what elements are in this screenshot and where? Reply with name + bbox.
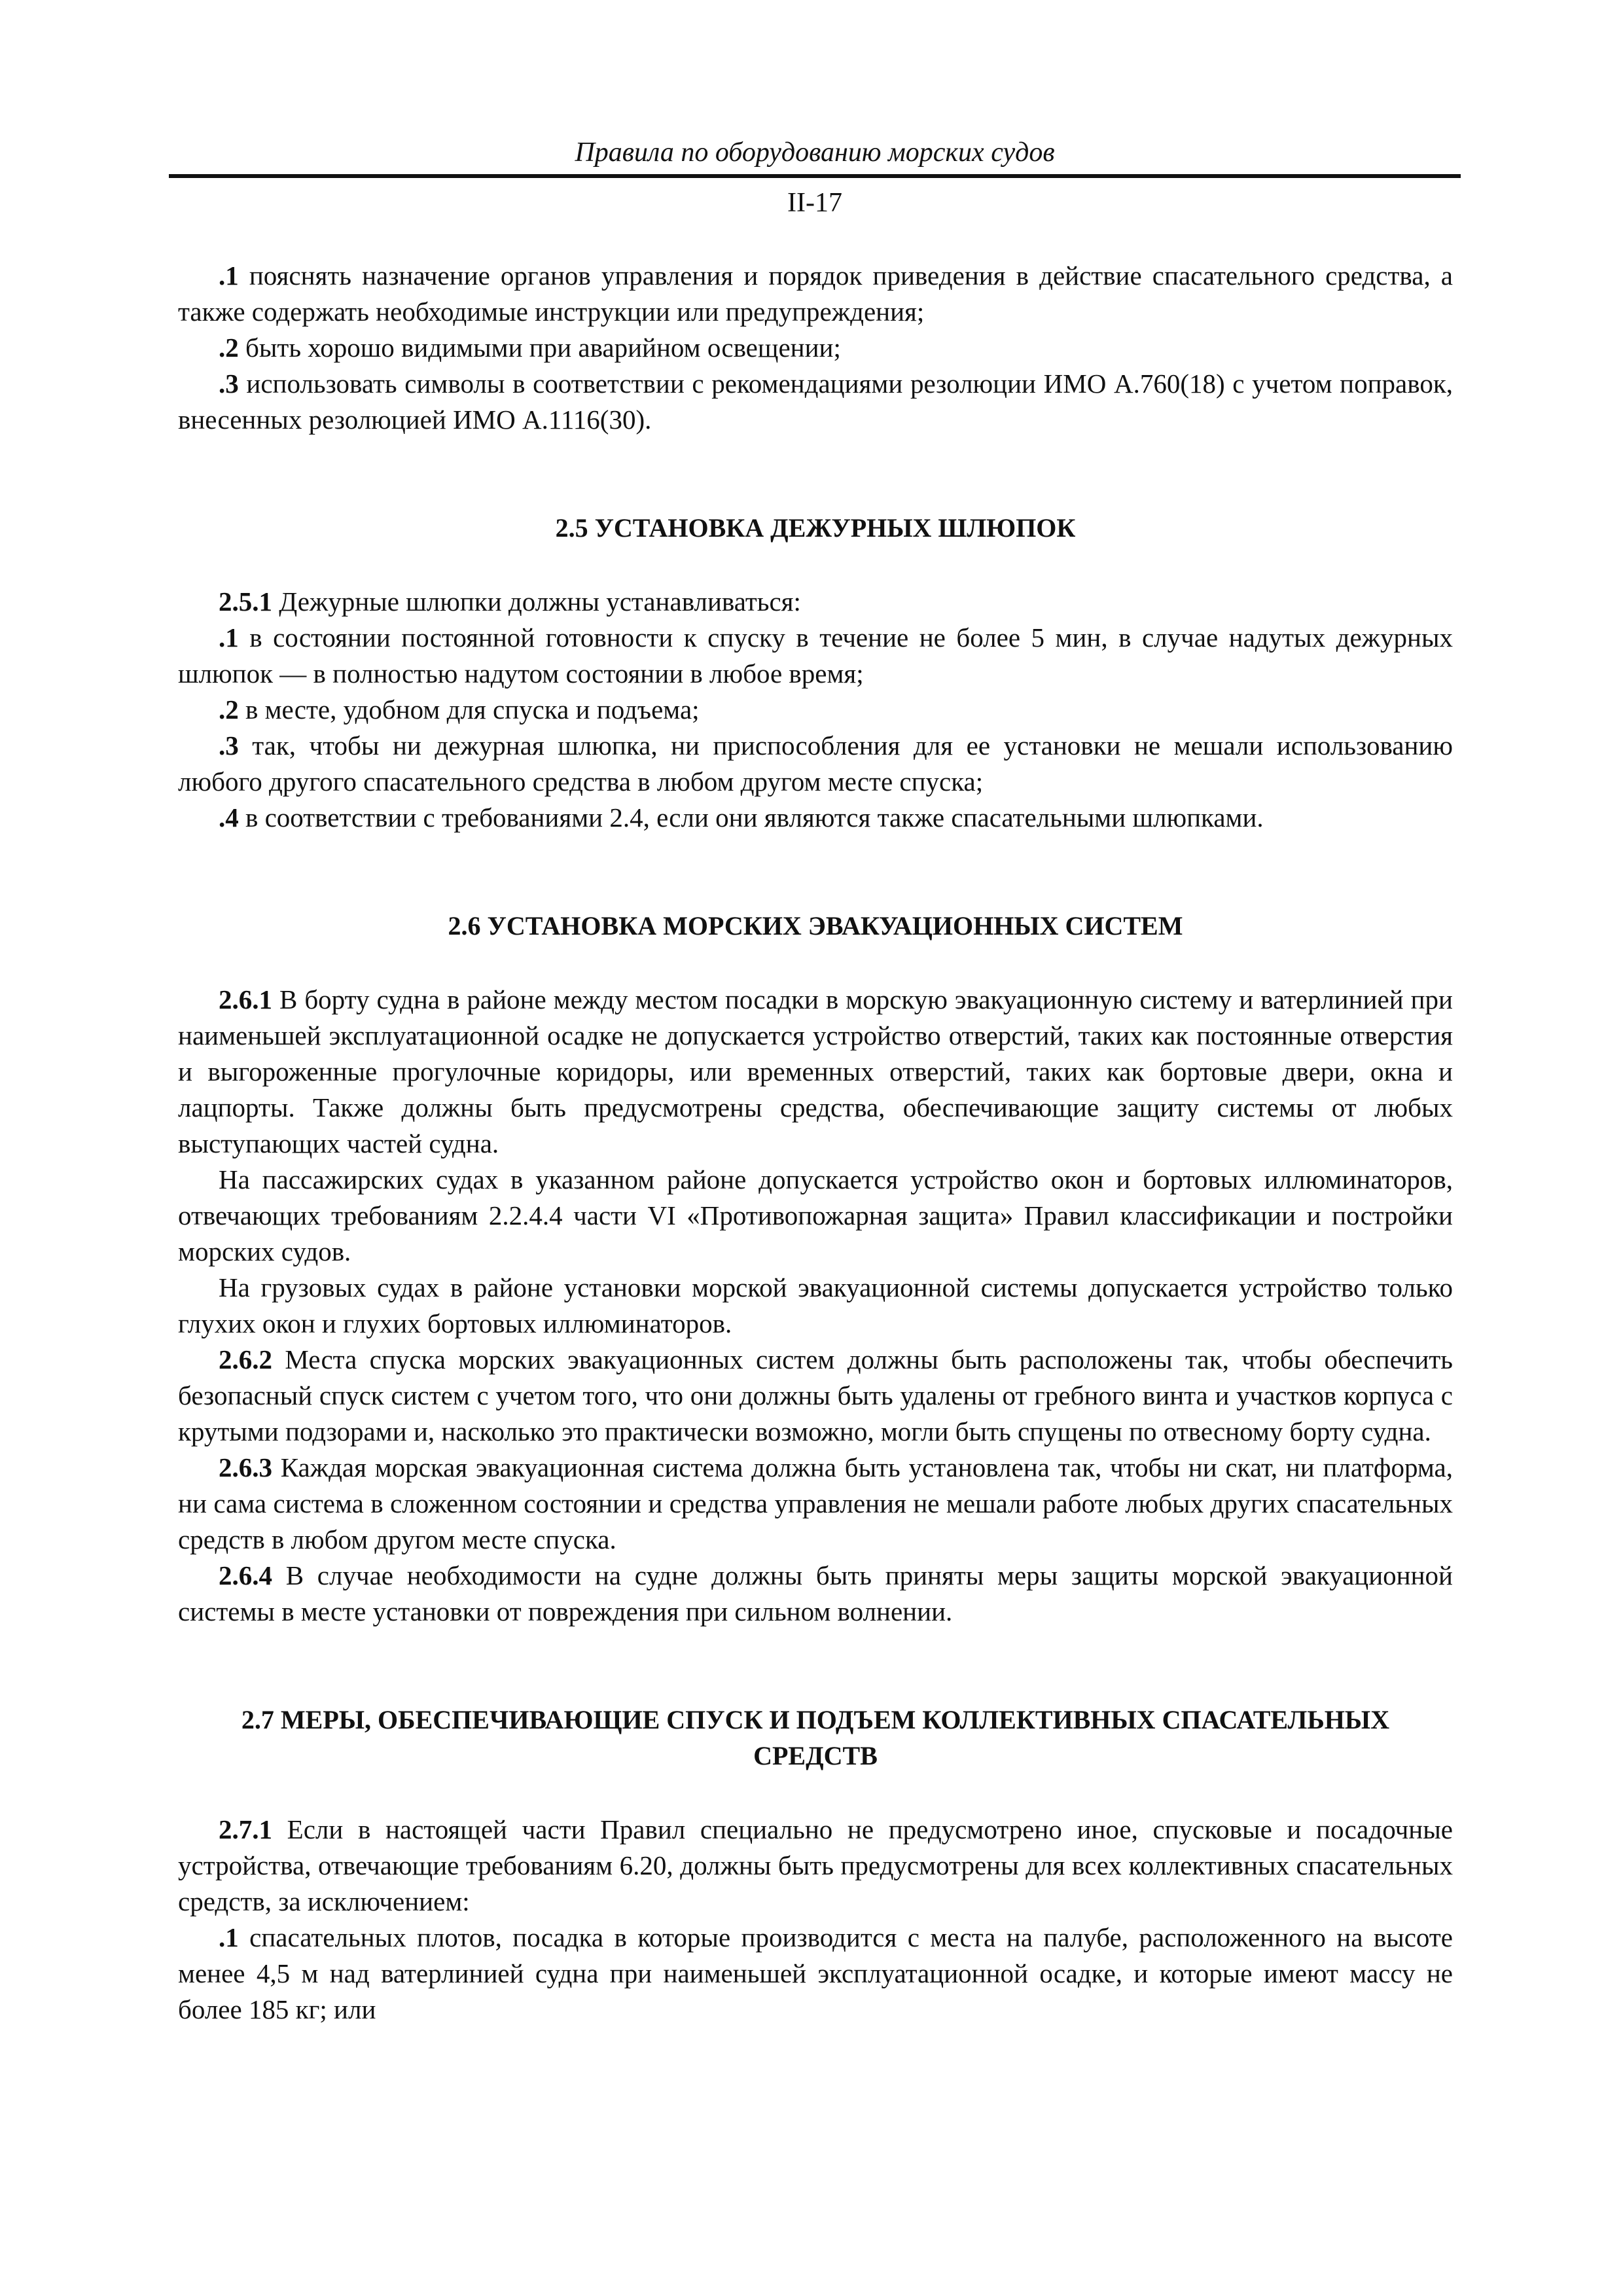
section-heading-2-7: 2.7 МЕРЫ, ОБЕСПЕЧИВАЮЩИЕ СПУСК И ПОДЪЕМ КОЛЛЕКТИВНЫХ СПАСАТЕЛЬНЫХ СРЕДСТВ <box>241 1705 1390 1770</box>
page-number: II-17 <box>787 188 842 218</box>
paragraph-2-7-1: 2.7.1 Если в настоящей части Правил специально не предусмотрено иное, спусковые и посадочные устройства, отвечающие требованиям 6.20, должны быть предусмотрены для всех коллективных спасательных средств, за исключением: <box>178 1814 1453 1916</box>
header-rule <box>169 174 1461 178</box>
section-2-7 <box>178 1812 1453 2028</box>
paragraph-2-6-1: 2.6.1 В борту судна в районе между местом посадки в морскую эвакуационную систему и ватерлинией при наименьшей эксплуатационной осадке не допускается устройство отверстий, таких как постоянные отверстия и выгороженные прогулочные коридоры, или временных отверстий, таких как бортовые двери, окна и лацпорты. Также должны быть предусмотрены средства, обеспечивающие защиту системы от любых выступающих частей судна. <box>178 984 1453 1158</box>
intro-item-3: .3 использовать символы в соответствии с рекомендациями резолюции ИМО А.760(18) с учетом поправок, внесенных резолюцией ИМО А.1116(30). <box>178 368 1453 435</box>
paragraph-2-5-1-item-1: .1 в состоянии постоянной готовности к спуску в течение не более 5 мин, в случае надутых дежурных шлюпок — в полностью надутом состоянии в любое время; <box>178 622 1453 689</box>
intro-item-2: .2 быть хорошо видимыми при аварийном освещении; <box>219 332 841 363</box>
paragraph-2-5-1: 2.5.1 Дежурные шлюпки должны устанавливаться: <box>219 586 801 617</box>
running-header-title: Правила по оборудованию морских судов <box>575 137 1055 168</box>
paragraph-2-5-1-item-2: .2 в месте, удобном для спуска и подъема; <box>219 694 700 725</box>
paragraph-2-6-4: 2.6.4 В случае необходимости на судне должны быть приняты меры защиты морской эвакуационной системы в месте установки от повреждения при сильном волнении. <box>178 1560 1453 1626</box>
section-2-5 <box>178 584 1453 836</box>
section-2-6 <box>178 982 1453 1630</box>
document-body <box>178 258 1453 2028</box>
paragraph-2-7-1-item-1: .1 спасательных плотов, посадка в которые производится с места на палубе, расположенного на высоте менее 4,5 м над ватерлинией судна при наименьшей эксплуатационной осадке, и которые имеют массу не более 185 кг; или <box>178 1922 1453 2024</box>
intro-item-1: .1 пояснять назначение органов управления и порядок приведения в действие спасательного средства, а также содержать необходимые инструкции или предупреждения; <box>178 260 1453 327</box>
section-heading-2-5: 2.5 УСТАНОВКА ДЕЖУРНЫХ ШЛЮПОК <box>555 513 1076 543</box>
paragraph-cargo-ships: На грузовых судах в районе установки морской эвакуационной системы допускается устройство только глухих окон и глухих бортовых иллюминаторов. <box>178 1272 1453 1338</box>
paragraph-2-5-1-item-4: .4 в соответствии с требованиями 2.4, если они являются также спасательными шлюпками. <box>219 802 1264 833</box>
section-heading-2-6: 2.6 УСТАНОВКА МОРСКИХ ЭВАКУАЦИОННЫХ СИСТЕМ <box>448 911 1183 941</box>
paragraph-2-6-3: 2.6.3 Каждая морская эвакуационная система должна быть установлена так, чтобы ни скат, ни платформа, ни сама система в сложенном состоянии и средства управления не мешали работе любых других спасательных средств в любом другом месте спуска. <box>178 1452 1453 1554</box>
paragraph-2-5-1-item-3: .3 так, чтобы ни дежурная шлюпка, ни приспособления для ее установки не мешали использованию любого другого спасательного средства в любом другом месте спуска; <box>178 730 1453 797</box>
paragraph-2-6-2: 2.6.2 Места спуска морских эвакуационных систем должны быть расположены так, чтобы обеспечить безопасный спуск систем с учетом того, что они должны быть удалены от гребного винта и участков корпуса с крутыми подзорами и, насколько это практически возможно, могли быть спущены по отвесному борту судна. <box>178 1344 1453 1446</box>
paragraph-passenger-ships: На пассажирских судах в указанном районе допускается устройство окон и бортовых иллюминаторов, отвечающих требованиям 2.2.4.4 части VI «Противопожарная защита» Правил классификации и постройки морских судов. <box>178 1164 1453 1266</box>
